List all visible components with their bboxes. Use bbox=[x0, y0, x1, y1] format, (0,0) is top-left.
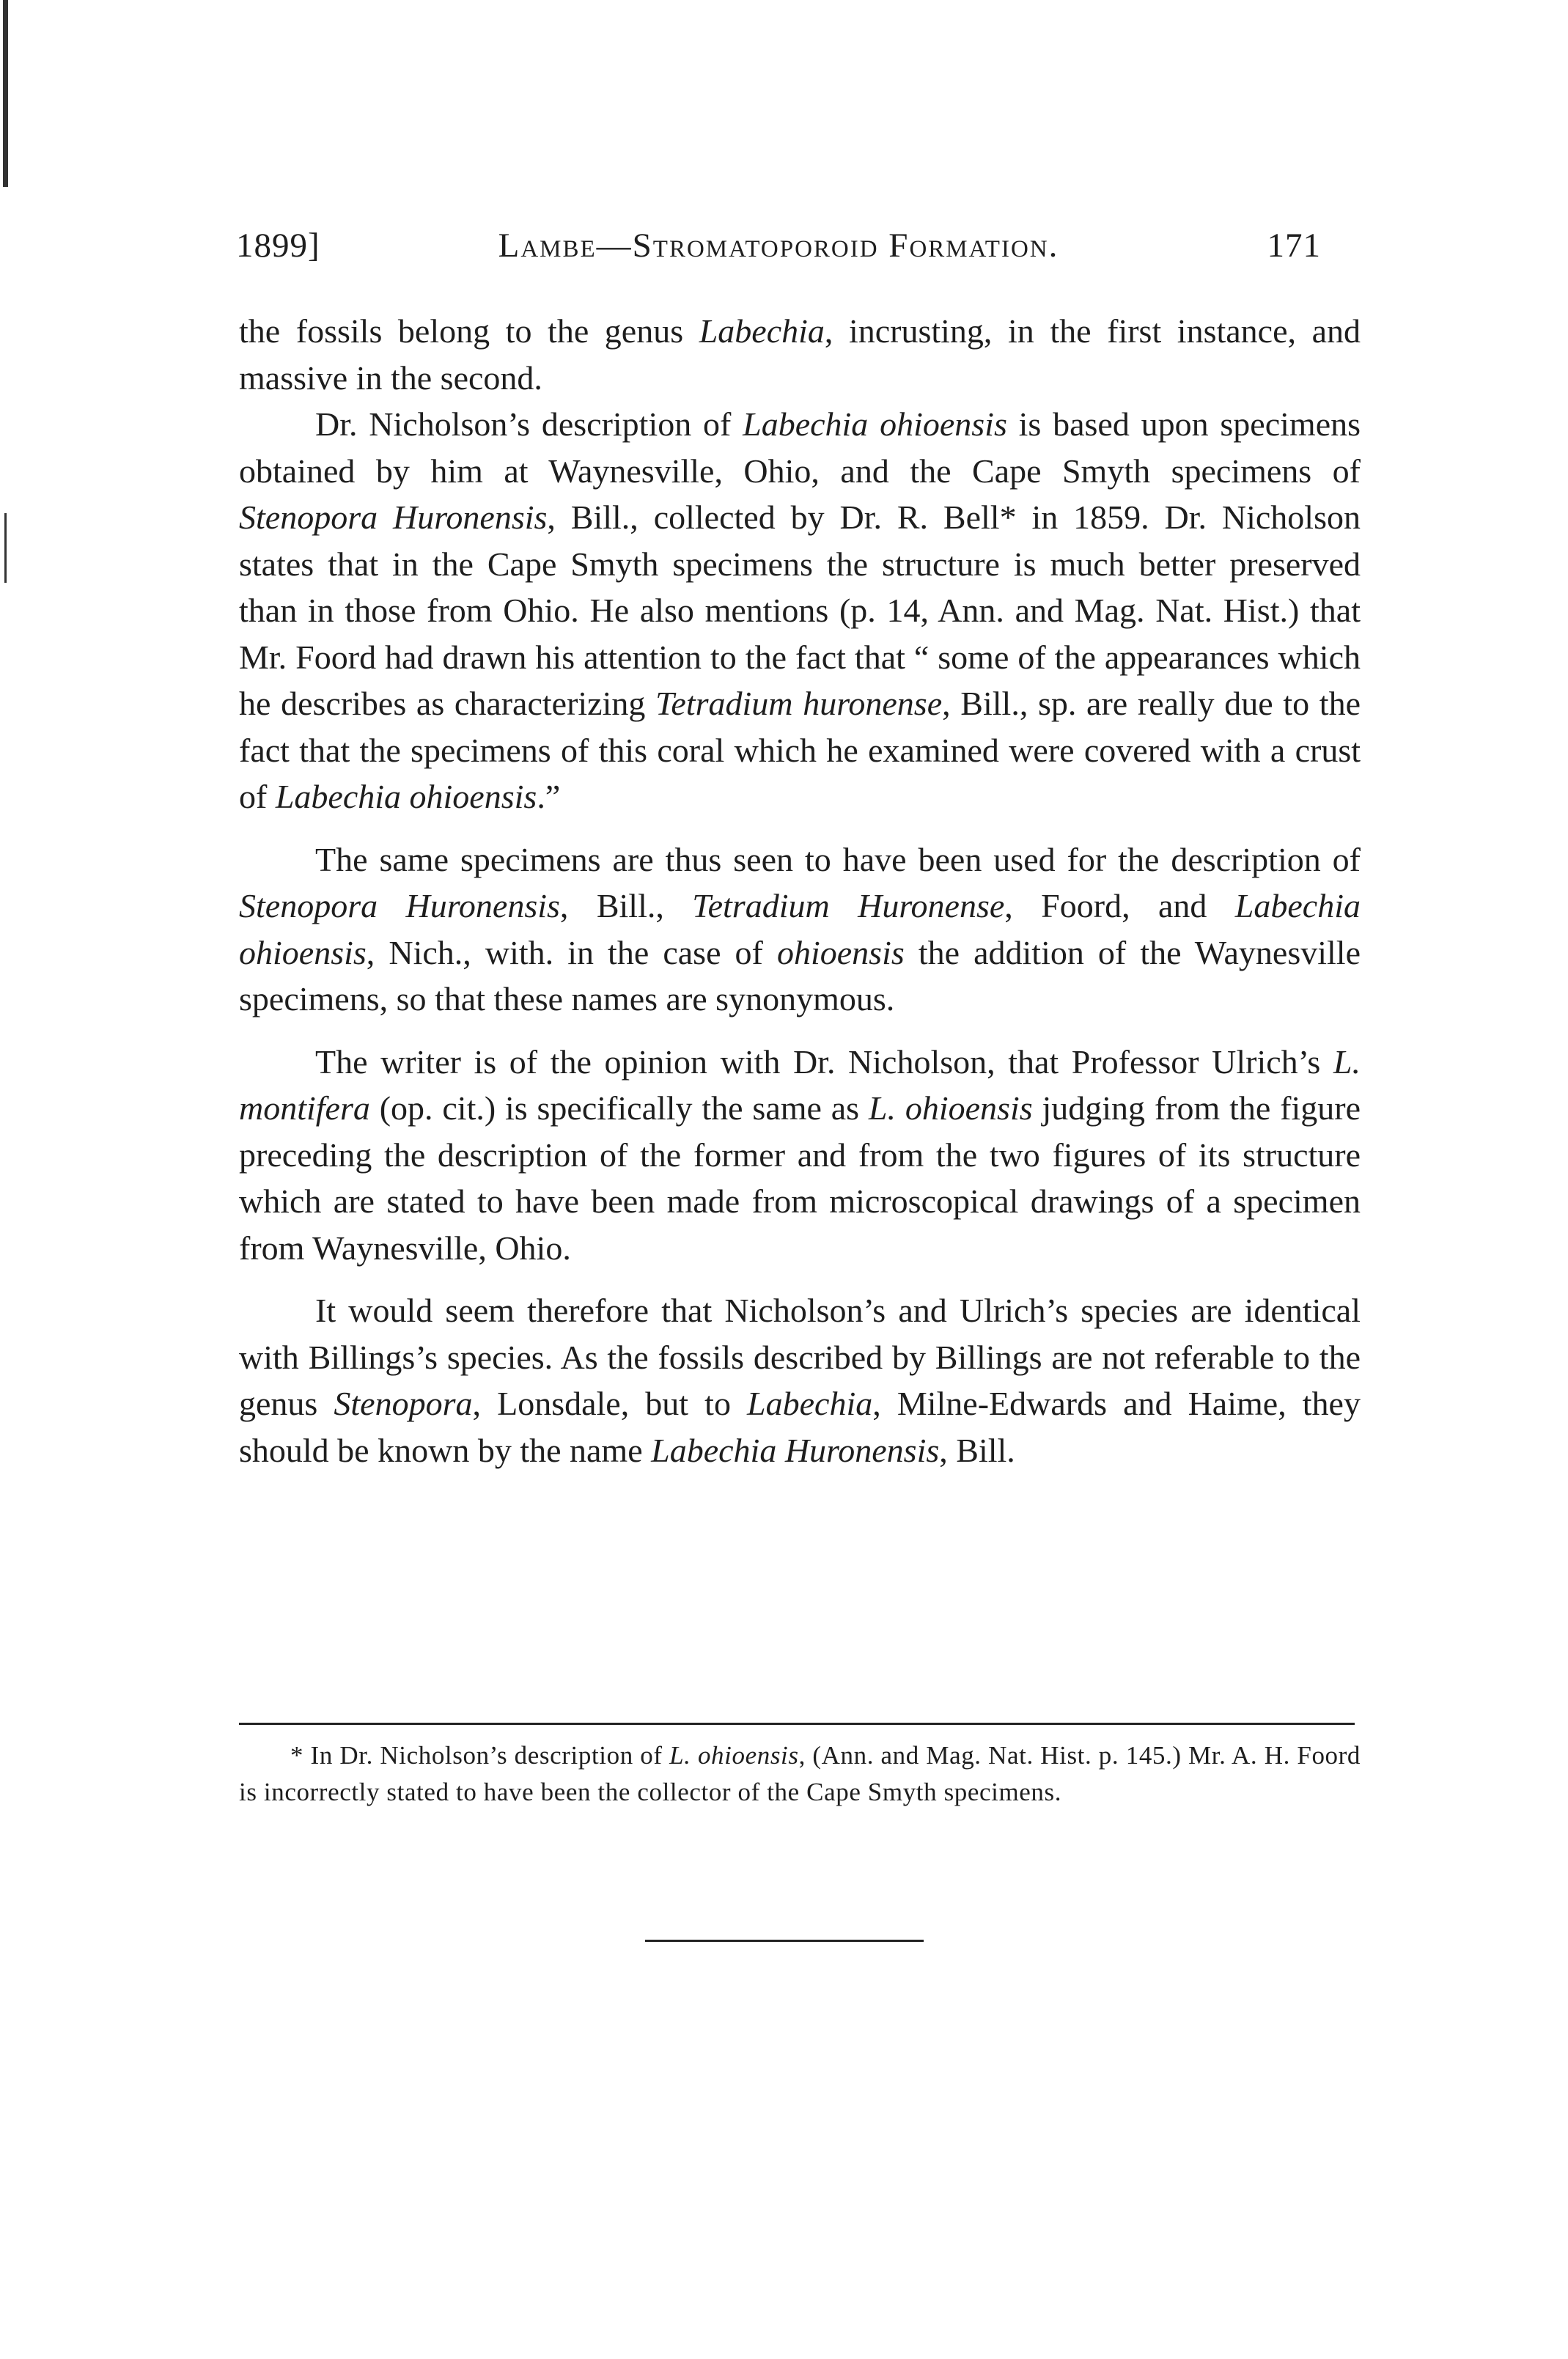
taxon-name: Labechia ohioensis bbox=[239, 887, 1361, 971]
end-rule bbox=[645, 1940, 924, 1942]
scan-edge-mark bbox=[3, 0, 8, 187]
paragraph-4 bbox=[239, 1039, 1361, 1272]
text-run: the addition of the Waynesville specimens, so that these names are synonymous. bbox=[239, 933, 1361, 1017]
taxon-name: L. ohioensis bbox=[868, 1089, 1033, 1127]
taxon-name: Labechia ohioensis bbox=[275, 778, 537, 815]
text-run: The same specimens are thus seen to have been used for the description of bbox=[315, 840, 1361, 878]
text-run: judging from the figure preceding the description of the former and from the two figures of its structure which are stated to have been made from microscopical drawings of a specimen from Waynesville, Ohio. bbox=[239, 1089, 1361, 1267]
taxon-name: Stenopora bbox=[334, 1385, 473, 1422]
taxon-name: ohioensis bbox=[776, 933, 905, 971]
taxon-name: Stenopora Huronensis bbox=[239, 498, 548, 536]
text-run: , Nich., with. in the case of bbox=[366, 933, 777, 971]
text-run: , Bill., bbox=[559, 887, 693, 924]
taxon-name: Tetradium huronense bbox=[655, 685, 943, 722]
header-year: 1899] bbox=[236, 227, 320, 265]
text-run: It would seem therefore that Nicholson’s and Ulrich’s species are identical with Billings’s species. As the fossils described by Billings are not referable to the genus bbox=[239, 1292, 1361, 1422]
text-run: , Lonsdale, but to bbox=[472, 1385, 748, 1422]
text-run: .” bbox=[537, 778, 561, 815]
taxon-name: Labechia bbox=[699, 312, 825, 350]
running-header bbox=[236, 226, 1321, 270]
text-run: (op. cit.) is specifically the same as bbox=[369, 1089, 869, 1127]
footnote-rule bbox=[239, 1723, 1355, 1725]
text-run: , incrusting, in the first instance, and massive in the second. bbox=[239, 312, 1361, 397]
text-run: , (Ann. and Mag. Nat. Hist. p. 145.) Mr. A. H. Foord is incorrectly stated to have been the collector of the Cape Smyth specimens. bbox=[239, 1741, 1361, 1806]
text-run: , Foord, and bbox=[1004, 887, 1235, 924]
scan-edge-mark bbox=[4, 513, 7, 583]
page-number: 171 bbox=[1267, 227, 1321, 265]
body-text bbox=[239, 308, 1361, 1473]
taxon-name: Labechia ohioensis bbox=[743, 405, 1007, 443]
taxon-name: L. ohioensis bbox=[669, 1741, 799, 1770]
taxon-name: Labechia bbox=[747, 1385, 873, 1422]
footnote-text bbox=[239, 1737, 1361, 1811]
text-run: Dr. Nicholson’s description of bbox=[315, 405, 743, 443]
paragraph-5 bbox=[239, 1287, 1361, 1473]
taxon-name: Labechia Huronensis bbox=[651, 1431, 940, 1469]
text-run: The writer is of the opinion with Dr. Nicholson, that Professor Ulrich’s bbox=[315, 1042, 1333, 1081]
running-title: Lambe—Stromatoporoid Formation. bbox=[498, 227, 1059, 265]
footnote bbox=[239, 1737, 1361, 1811]
taxon-name: Tetradium Huronense bbox=[692, 887, 1005, 924]
text-run: , Bill. bbox=[939, 1431, 1015, 1469]
text-run: * In Dr. Nicholson’s description of bbox=[290, 1741, 670, 1770]
taxon-name: L. montifera bbox=[239, 1042, 1361, 1127]
text-run: is based upon specimens obtained by him at Waynesville, Ohio, and the Cape Smyth specimens of bbox=[239, 405, 1361, 490]
paragraph-2 bbox=[239, 401, 1361, 820]
taxon-name: Stenopora Huronensis bbox=[239, 887, 560, 924]
text-run: , Milne-Edwards and Haime, they should be known by the name bbox=[239, 1385, 1361, 1469]
text-run: , Bill., collected by Dr. R. Bell* in 1859. Dr. Nicholson states that in the Cape Smyth specimens the structure is much better preserved than in those from Ohio. He also mentions (p. 14, Ann. and Mag. Nat. Hist.) that Mr. Foord had drawn his attention to the fact that “ some of the appearances which he describes as characterizing bbox=[239, 498, 1361, 722]
paragraph-1 bbox=[239, 308, 1361, 401]
text-run: , Bill., sp. are really due to the fact that the specimens of this coral which he examined were covered with a crust of bbox=[239, 685, 1361, 815]
text-run: the fossils belong to the genus bbox=[239, 312, 699, 350]
paragraph-3 bbox=[239, 836, 1361, 1023]
